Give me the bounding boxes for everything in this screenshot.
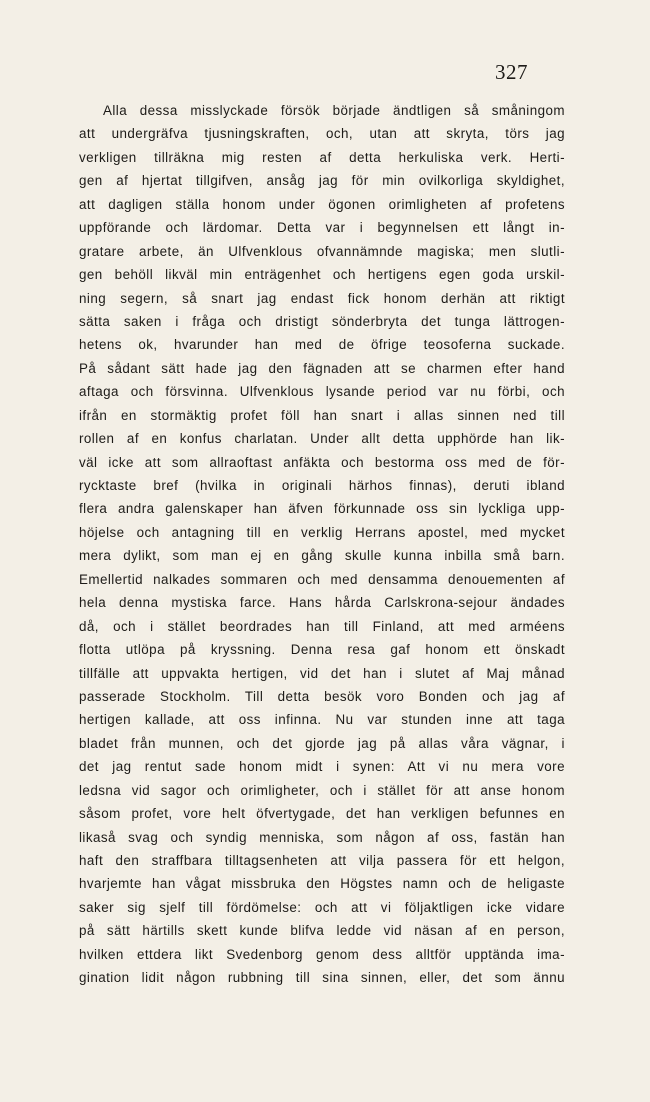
text-line: På sådant sätt hade jag den fägnaden att se charmen efter hand — [79, 360, 565, 376]
text-line: Emellertid nalkades sommaren och med densamma denouementen af — [79, 571, 565, 587]
text-line: hertigen kallade, att oss infinna. Nu var stunden inne att taga — [79, 712, 565, 728]
text-line: passerade Stockholm. Till detta besök voro Bonden och jag af — [79, 688, 565, 704]
text-line: gen behöll likväl min enträgenhet och hertigens egen goda urskil- — [79, 267, 565, 283]
text-line: då, och i stället beordrades han till Finland, att med arméens — [79, 618, 565, 634]
text-line: rollen af en konfus charlatan. Under allt detta upphörde han lik- — [79, 431, 565, 447]
text-line: mera dylikt, som man ej en gång skulle kunna inbilla små barn. — [79, 548, 565, 564]
text-line: höjelse och antagning till en verklig Herrans apostel, med mycket — [79, 524, 565, 540]
text-line: gen af hjertat tillgifven, ansåg jag för min ovilkorliga skyldighet, — [79, 173, 565, 189]
text-line: aftaga och försvinna. Ulfvenklous lysande period var nu förbi, och — [79, 384, 565, 400]
text-line: rycktaste bref (hvilka in originali härhos finnas), deruti ibland — [79, 478, 565, 493]
text-line: sätta saken i fråga och dristigt sönderbryta det tunga lättrogen- — [79, 313, 565, 329]
text-line: väl icke att som allraoftast anfäkta och bestorma oss med de för- — [79, 454, 565, 470]
text-line: bladet från munnen, och det gjorde jag på allas våra vägnar, i — [79, 735, 565, 751]
text-line: verkligen tillräkna mig resten af detta herkuliska verk. Herti- — [79, 149, 565, 165]
text-line: saker sig sjelf till fördömelse: och att vi följaktligen icke vidare — [79, 899, 565, 915]
body-text — [79, 99, 565, 990]
text-line: på sätt härtills skett kunde blifva ledde vid näsan af en person, — [79, 923, 565, 939]
text-line: ning segern, så snart jag endast fick honom derhän att riktigt — [79, 290, 565, 306]
text-line: ledsna vid sagor och orimligheter, och i stället för att anse honom — [79, 782, 565, 798]
text-line: haft den straffbara tilltagsenheten att vilja passera för ett helgon, — [79, 853, 565, 868]
text-line: att dagligen ställa honom under ögonen orimligheten af profetens — [79, 196, 565, 212]
text-line: likaså svag och syndig menniska, som någon af oss, fastän han — [79, 829, 565, 845]
text-line: hetens ok, hvarunder han med de öfrige teosoferna suckade. — [79, 337, 565, 353]
text-line: hvilken ettdera likt Svedenborg genom dess alltför upptända ima- — [79, 946, 565, 962]
text-line: Alla dessa misslyckade försök började ändtligen så småningom — [103, 103, 565, 118]
text-line: att undergräfva tjusningskraften, och, utan att skryta, törs jag — [79, 126, 565, 142]
text-line: gination lidit någon rubbning till sina sinnen, eller, det som ännu — [79, 970, 565, 986]
page-number: 327 — [495, 60, 528, 84]
text-line: hvarjemte han vågat missbruka den Högstes namn och de heligaste — [79, 876, 565, 892]
text-line: gratare arbete, än Ulfvenklous ofvannämnde magiska; men slutli- — [79, 243, 565, 259]
text-line: såsom profet, vore helt öfvertygade, det han verkligen befunnes en — [79, 806, 565, 822]
text-line: uppförande och lärdomar. Detta var i begynnelsen ett långt in- — [79, 220, 565, 236]
text-line: flotta utlöpa på kryssning. Denna resa gaf honom ett önskadt — [79, 642, 565, 658]
text-line: det jag rentut sade honom midt i synen: Att vi nu mera vore — [79, 759, 565, 775]
text-line: flera andra galenskaper han äfven förkunnade oss sin lyckliga upp- — [79, 501, 565, 517]
text-line: ifrån en stormäktig profet föll han snart i allas sinnen ned till — [79, 407, 565, 423]
text-line: tillfälle att uppvakta hertigen, vid det han i slutet af Maj månad — [79, 665, 565, 681]
text-line: hela denna mystiska farce. Hans hårda Carlskrona-sejour ändades — [79, 595, 565, 611]
